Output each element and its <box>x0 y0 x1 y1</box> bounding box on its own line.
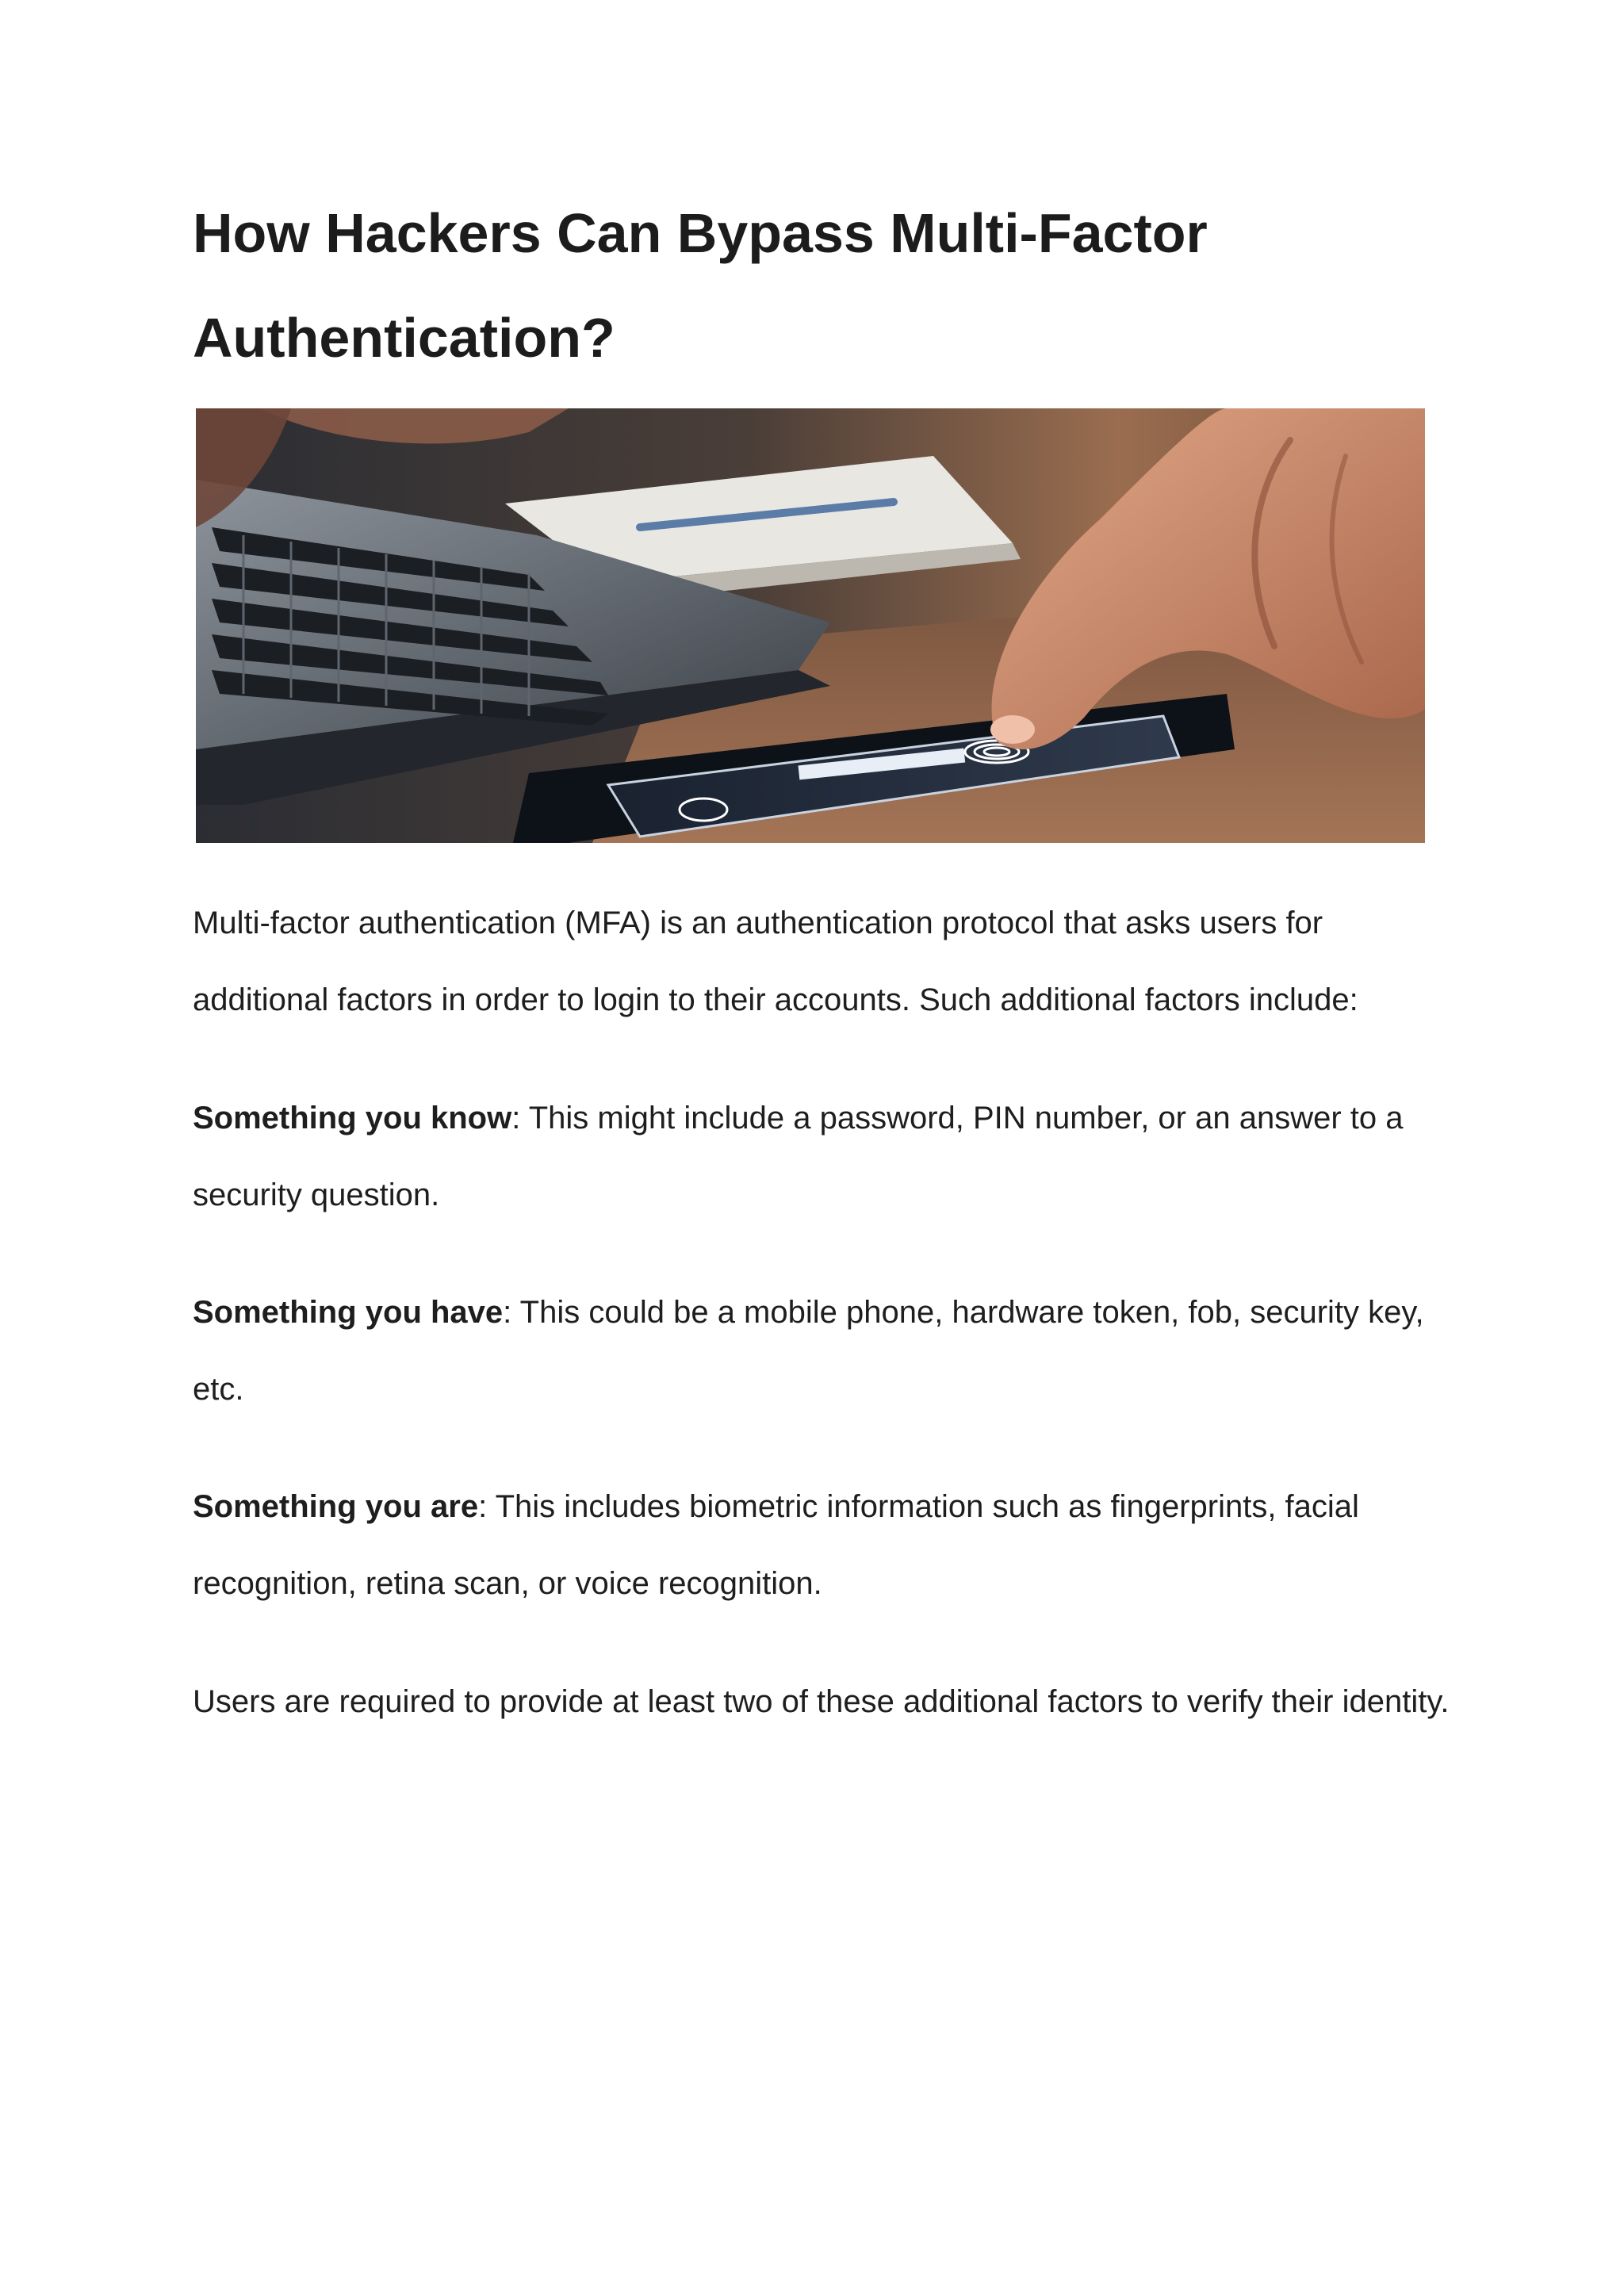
intro-paragraph: Multi-factor authentication (MFA) is an authentication protocol that asks users for additional factors in order to login to their accounts. Such additional factors include: <box>193 906 1358 1017</box>
factor-description: : This could be a mobile phone, hardware token, fob, security key, etc. <box>193 1295 1424 1407</box>
factor-description: : This includes biometric information such as fingerprints, facial recognition, retina scan, or voice recognition. <box>193 1489 1359 1601</box>
laptop-phone-fingerprint-illustration <box>196 408 1425 843</box>
hero-image <box>196 408 1425 843</box>
factor-paragraph-have <box>193 1274 1461 1428</box>
factor-term: Something you are <box>193 1489 479 1524</box>
page-title: How Hackers Can Bypass Multi-Factor Authentication? <box>193 202 1208 369</box>
factor-term: Something you know <box>193 1101 512 1136</box>
factor-paragraph-are <box>193 1469 1461 1622</box>
factor-paragraph-know <box>193 1080 1461 1234</box>
factor-term: Something you have <box>193 1295 504 1330</box>
factor-description: : This might include a password, PIN number, or an answer to a security question. <box>193 1101 1404 1212</box>
conclusion-paragraph: Users are required to provide at least two of these additional factors to verify their identity. <box>193 1684 1450 1719</box>
